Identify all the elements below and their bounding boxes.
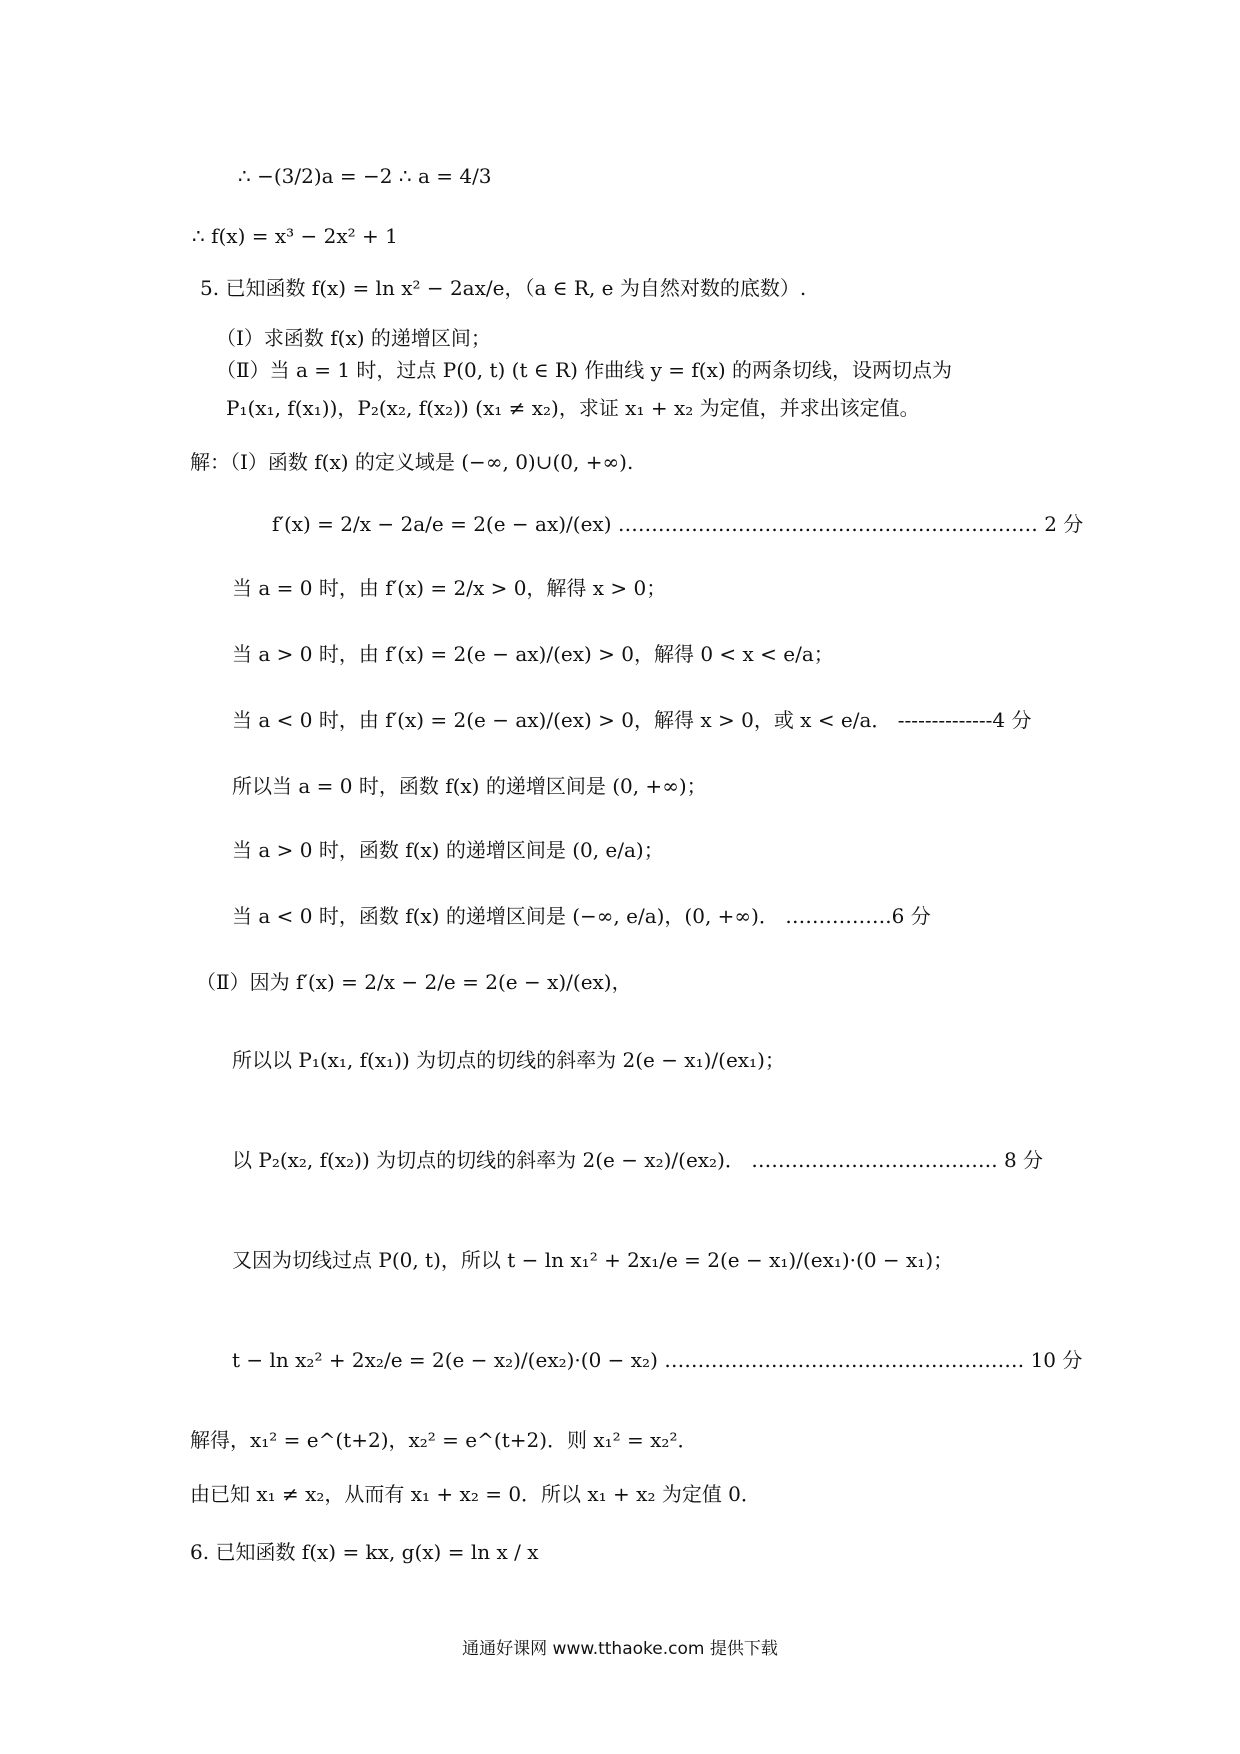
question-header: 5. 已知函数 f(x) = ln x² − 2ax/e，（a ∈ R, e 为自然对数的底数）. <box>200 276 807 300</box>
text-line: P₁(x₁, f(x₁))，P₂(x₂, f(x₂)) (x₁ ≠ x₂)，求证 x₁ + x₂ 为定值，并求出该定值。 <box>226 396 920 420</box>
page-footer: 通通好课网 www.tthaoke.com 提供下载 <box>462 1639 778 1659</box>
text-line: 当 a = 0 时，由 f′(x) = 2/x > 0，解得 x > 0； <box>232 576 667 600</box>
text-line: ∴ f(x) = x³ − 2x² + 1 <box>192 224 398 248</box>
text-line: 解得，x₁² = e^(t+2)，x₂² = e^(t+2)．则 x₁² = x₂²． <box>190 1428 698 1452</box>
text-line: 所以当 a = 0 时，函数 f(x) 的递增区间是 (0, +∞)； <box>232 774 707 798</box>
text-line: （Ⅱ）因为 f′(x) = 2/x − 2/e = 2(e − x)/(ex)， <box>196 970 632 994</box>
text-line: 解：（Ⅰ）函数 f(x) 的定义域是 (−∞, 0)∪(0, +∞). <box>190 450 634 474</box>
text-line: ∴ −(3/2)a = −2 ∴ a = 4/3 <box>238 164 492 188</box>
text-line: 当 a < 0 时，由 f′(x) = 2(e − ax)/(ex) > 0，解得 x > 0，或 x < e/a． --------------4 分 <box>232 708 1032 732</box>
text-line: 所以以 P₁(x₁, f(x₁)) 为切点的切线的斜率为 2(e − x₁)/(ex₁)； <box>232 1048 785 1072</box>
text-line: 又因为切线过点 P(0, t)，所以 t − ln x₁² + 2x₁/e = 2(e − x₁)/(ex₁)·(0 − x₁)； <box>232 1248 954 1272</box>
formula-line: f′(x) = 2/x − 2a/e = 2(e − ax)/(ex) ……………………………………………………… 2 分 <box>272 512 1084 536</box>
text-line: 当 a > 0 时，函数 f(x) 的递增区间是 (0, e/a)； <box>232 838 664 862</box>
text-line: 以 P₂(x₂, f(x₂)) 为切点的切线的斜率为 2(e − x₂)/(ex₂)． ………………………………. 8 分 <box>232 1148 1044 1172</box>
text-line: 当 a > 0 时，由 f′(x) = 2(e − ax)/(ex) > 0，解得 0 < x < e/a； <box>232 642 834 666</box>
text-line: （Ⅱ）当 a = 1 时，过点 P(0, t) (t ∈ R) 作曲线 y = f(x) 的两条切线，设两切点为 <box>216 358 953 382</box>
formula-line: t − ln x₂² + 2x₂/e = 2(e − x₂)/(ex₂)·(0 − x₂) ……………………………………………… 10 分 <box>232 1348 1083 1372</box>
text-line: 由已知 x₁ ≠ x₂，从而有 x₁ + x₂ = 0．所以 x₁ + x₂ 为定值 0． <box>190 1482 761 1506</box>
text-line: （Ⅰ）求函数 f(x) 的递增区间； <box>216 326 491 350</box>
text-line: 当 a < 0 时，函数 f(x) 的递增区间是 (−∞, e/a)，(0, +∞)． …………….6 分 <box>232 904 931 928</box>
question-header: 6. 已知函数 f(x) = kx, g(x) = ln x / x <box>190 1540 539 1564</box>
